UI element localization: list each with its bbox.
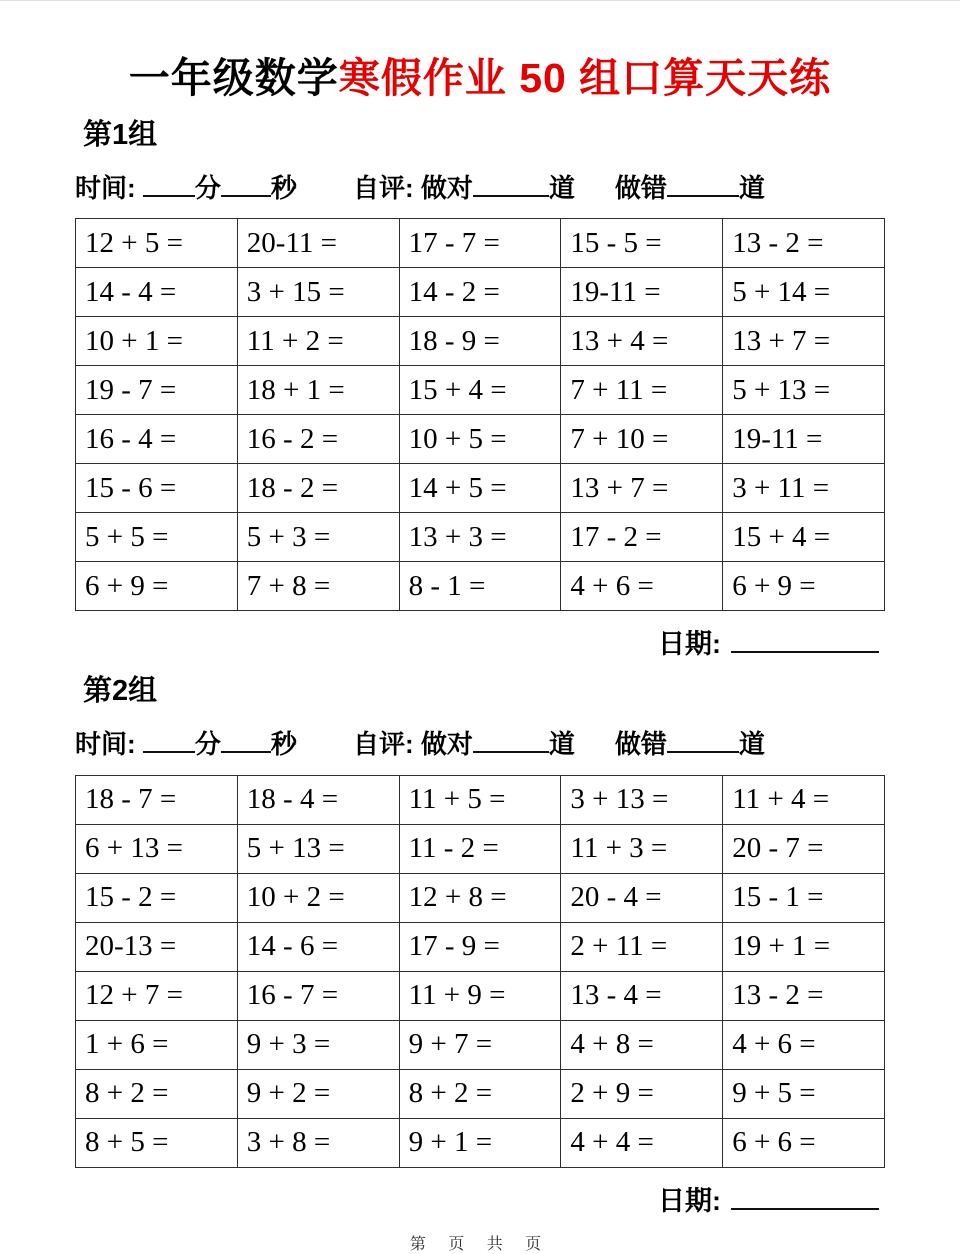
equation-cell: 16 - 2 = [237, 415, 399, 464]
date-blank [731, 1181, 879, 1210]
equation-cell: 9 + 7 = [399, 1020, 561, 1069]
equation-cell: 9 + 2 = [237, 1069, 399, 1118]
equation-cell: 1 + 6 = [76, 1020, 238, 1069]
correct-count-blank [473, 725, 549, 753]
equation-row [76, 775, 885, 824]
minutes-label: 分 [194, 729, 221, 760]
equation-cell: 9 + 3 = [237, 1020, 399, 1069]
equation-cell: 13 - 4 = [561, 971, 723, 1020]
seconds-label: 秒 [270, 172, 297, 203]
time-label: 时间: [75, 172, 136, 203]
equation-cell: 15 - 6 = [76, 464, 238, 513]
group-2-problem-table [75, 775, 885, 1168]
equation-cell: 13 + 7 = [723, 317, 885, 366]
equation-cell: 11 - 2 = [399, 824, 561, 873]
equation-cell: 20-11 = [237, 219, 399, 268]
equation-cell: 16 - 7 = [237, 971, 399, 1020]
equation-cell: 5 + 5 = [76, 513, 238, 562]
equation-cell: 5 + 13 = [723, 366, 885, 415]
wrong-count-blank [667, 725, 739, 753]
time-seconds-blank [221, 169, 271, 197]
equation-cell: 10 + 5 = [399, 415, 561, 464]
equation-cell: 8 + 2 = [399, 1069, 561, 1118]
equation-cell: 6 + 9 = [723, 562, 885, 611]
equation-cell: 5 + 13 = [237, 824, 399, 873]
equation-row [76, 1069, 885, 1118]
equation-cell: 19 - 7 = [76, 366, 238, 415]
group-1-heading: 第1组 [83, 119, 158, 151]
equation-cell: 16 - 4 = [76, 415, 238, 464]
equation-cell: 17 - 2 = [561, 513, 723, 562]
self-eval-label: 自评: 做对 [352, 729, 473, 760]
equation-cell: 7 + 8 = [237, 562, 399, 611]
equation-cell: 7 + 10 = [561, 415, 723, 464]
equation-row [76, 824, 885, 873]
equation-cell: 14 - 2 = [399, 268, 561, 317]
seconds-label: 秒 [270, 729, 297, 760]
equation-cell: 17 - 9 = [399, 922, 561, 971]
equation-cell: 18 - 9 = [399, 317, 561, 366]
equation-cell: 5 + 14 = [723, 268, 885, 317]
equation-cell: 10 + 2 = [237, 873, 399, 922]
title-black-part: 一年级数学 [128, 55, 339, 101]
equation-cell: 18 - 2 = [237, 464, 399, 513]
equation-cell: 8 - 1 = [399, 562, 561, 611]
equation-cell: 3 + 15 = [237, 268, 399, 317]
correct-count-blank [473, 169, 549, 197]
correct-unit-label: 道 [548, 729, 575, 760]
equation-cell: 17 - 7 = [399, 219, 561, 268]
equation-row [76, 1118, 885, 1167]
equation-cell: 2 + 9 = [561, 1069, 723, 1118]
equation-row [76, 415, 885, 464]
equation-cell: 8 + 5 = [76, 1118, 238, 1167]
wrong-count-blank [667, 169, 739, 197]
group-2-meta-line [75, 725, 885, 760]
equation-cell: 3 + 8 = [237, 1118, 399, 1167]
equation-cell: 3 + 11 = [723, 464, 885, 513]
equation-cell: 9 + 5 = [723, 1069, 885, 1118]
equation-cell: 15 - 2 = [76, 873, 238, 922]
equation-cell: 11 + 4 = [723, 775, 885, 824]
equation-row [76, 562, 885, 611]
equation-cell: 13 - 2 = [723, 219, 885, 268]
wrong-unit-label: 道 [738, 172, 765, 203]
equation-row [76, 971, 885, 1020]
title-red-part: 寒假作业 50 组口算天天练 [338, 55, 832, 101]
equation-cell: 7 + 11 = [561, 366, 723, 415]
equation-cell: 13 + 3 = [399, 513, 561, 562]
equation-cell: 4 + 6 = [723, 1020, 885, 1069]
minutes-label: 分 [194, 172, 221, 203]
group-2-date-line [75, 1181, 879, 1217]
equation-cell: 6 + 13 = [76, 824, 238, 873]
equation-cell: 4 + 4 = [561, 1118, 723, 1167]
correct-unit-label: 道 [548, 172, 575, 203]
equation-cell: 10 + 1 = [76, 317, 238, 366]
equation-cell: 12 + 5 = [76, 219, 238, 268]
equation-cell: 14 + 5 = [399, 464, 561, 513]
equation-cell: 14 - 4 = [76, 268, 238, 317]
page-title [75, 1, 885, 104]
equation-cell: 19-11 = [723, 415, 885, 464]
equation-cell: 11 + 5 = [399, 775, 561, 824]
equation-cell: 11 + 3 = [561, 824, 723, 873]
equation-cell: 13 - 2 = [723, 971, 885, 1020]
equation-cell: 20 - 7 = [723, 824, 885, 873]
equation-row [76, 922, 885, 971]
equation-cell: 4 + 8 = [561, 1020, 723, 1069]
equation-cell: 15 - 1 = [723, 873, 885, 922]
equation-cell: 6 + 9 = [76, 562, 238, 611]
equation-row [76, 219, 885, 268]
group-1-date-line [75, 624, 879, 660]
equation-cell: 19 + 1 = [723, 922, 885, 971]
equation-row [76, 268, 885, 317]
equation-cell: 9 + 1 = [399, 1118, 561, 1167]
equation-row [76, 366, 885, 415]
worksheet-page [0, 1, 960, 1254]
equation-cell: 20-13 = [76, 922, 238, 971]
page-footer: 第 页 共 页 [409, 1235, 551, 1253]
equation-cell: 15 - 5 = [561, 219, 723, 268]
equation-cell: 6 + 6 = [723, 1118, 885, 1167]
date-label: 日期: [658, 629, 721, 660]
self-eval-label: 自评: 做对 [352, 172, 473, 203]
group-2-heading: 第2组 [83, 675, 158, 708]
date-blank [731, 624, 879, 653]
equation-cell: 11 + 9 = [399, 971, 561, 1020]
equation-cell: 14 - 6 = [237, 922, 399, 971]
equation-cell: 18 - 7 = [76, 775, 238, 824]
group-1-problem-table [75, 218, 885, 611]
equation-cell: 12 + 8 = [399, 873, 561, 922]
equation-cell: 4 + 6 = [561, 562, 723, 611]
equation-cell: 12 + 7 = [76, 971, 238, 1020]
equation-cell: 18 - 4 = [237, 775, 399, 824]
time-minutes-blank [143, 169, 195, 197]
equation-cell: 13 + 4 = [561, 317, 723, 366]
equation-cell: 5 + 3 = [237, 513, 399, 562]
equation-row [76, 464, 885, 513]
equation-row [76, 513, 885, 562]
date-label: 日期: [658, 1185, 721, 1216]
equation-cell: 13 + 7 = [561, 464, 723, 513]
equation-row [76, 873, 885, 922]
equation-cell: 15 + 4 = [723, 513, 885, 562]
equation-cell: 8 + 2 = [76, 1069, 238, 1118]
equation-cell: 19-11 = [561, 268, 723, 317]
equation-cell: 20 - 4 = [561, 873, 723, 922]
time-minutes-blank [143, 725, 195, 753]
equation-cell: 15 + 4 = [399, 366, 561, 415]
time-label: 时间: [75, 729, 136, 760]
group-1-meta-line [75, 169, 885, 204]
wrong-label: 做错 [614, 172, 667, 203]
wrong-unit-label: 道 [738, 729, 765, 760]
time-seconds-blank [221, 725, 271, 753]
equation-cell: 11 + 2 = [237, 317, 399, 366]
equation-row [76, 317, 885, 366]
equation-cell: 18 + 1 = [237, 366, 399, 415]
equation-row [76, 1020, 885, 1069]
equation-cell: 2 + 11 = [561, 922, 723, 971]
wrong-label: 做错 [614, 729, 667, 760]
equation-cell: 3 + 13 = [561, 775, 723, 824]
